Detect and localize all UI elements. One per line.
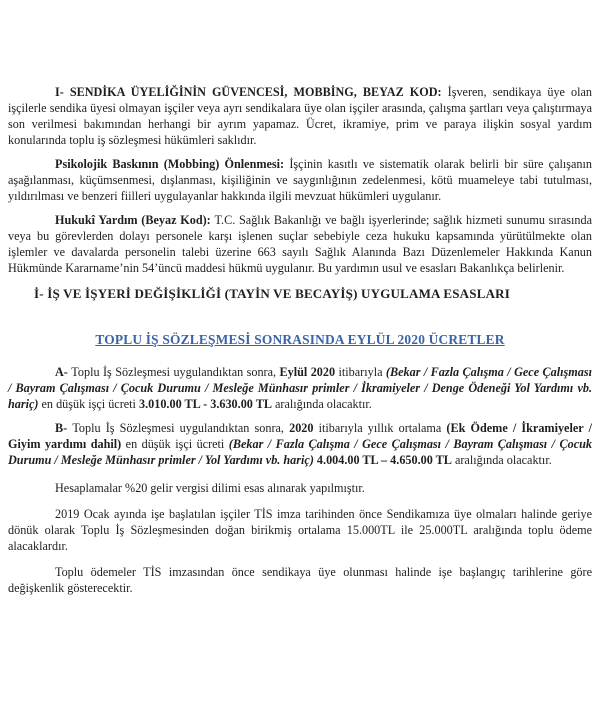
para-hesaplama-vergi-dilimi — [8, 480, 592, 496]
text-run: aralığında olacaktır. — [271, 397, 372, 411]
text-run: en düşük işçi ücreti — [121, 437, 229, 451]
para-mobbing-onlenmesi — [8, 156, 596, 204]
para-sendika-uyeligi-guvencesi — [8, 84, 596, 148]
text-run: Hukukî Yardım (Beyaz Kod): — [55, 213, 215, 227]
text-run: Toplu ödemeler TİS imzasından önce sendikaya üye olunması halinde işe başlangıç tarihlerine göre değişkenlik gösterecektir. — [8, 565, 596, 595]
text-run: 2019 Ocak ayında işe başlatılan işçiler TİS imza tarihinden önce Sendikamıza üye olmaları halinde geriye dönük olarak Toplu İş Sözleşmesinden doğan birikmiş ortalama 15.000TL ile 25.000TL aralığında toplu ödeme alacaklardır. — [8, 507, 596, 553]
text-run: İşçinin kasıtlı ve sistematik olarak belirli bir süre çalışanın aşağılanması, küçümsenmesi, dışlanması, kişiliğinin ve saygınlığının zedelenmesi, kötü muameleye tabi tutulması, yıldırılması ve benzeri fiilleri uygulayanlar hakkında ilgili mevzuat hükümleri uygulanır. — [8, 157, 596, 203]
text-run: T.C. Sağlık Bakanlığı ve bağlı işyerlerinde; sağlık hizmeti sunumu sırasında veya bu görevlerden dolayı personele karşı işlenen suçlar sebebiyle ceza hukuku kapsamında yürütülmekte olan işlemler ve davalarda personelin talebi üzerine 663 sayılı Sağlık Alanında Bazı Düzenlemeler Hakkında Kanun Hükmünde Kararname’nin 54’üncü maddesi hükmü uygulanır. Bu yardımın usul ve esasları Bakanlıkça belirlenir. — [8, 213, 596, 275]
text-run: Toplu İş Sözleşmesi uygulandıktan sonra, — [72, 421, 290, 435]
text-run: İ- İŞ VE İŞYERİ DEĞİŞİKLİĞİ (TAYİN VE BECAYİŞ) UYGULAMA ESASLARI — [34, 286, 511, 301]
text-run: 3.010.00 TL - 3.630.00 TL — [139, 397, 272, 411]
text-run: itibarıyla — [335, 365, 386, 379]
text-run: 4.004.00 TL – 4.650.00 TL — [316, 453, 452, 467]
para-a-eylul-2020-ucret — [8, 364, 596, 412]
text-run: (Ek Ödeme / İkramiyeler / Giyim yardımı dahil) — [8, 421, 596, 451]
para-hukuki-yardim-beyaz-kod — [8, 212, 596, 276]
text-run: en düşük işçi ücreti — [38, 397, 139, 411]
text-run: (Bekar / Fazla Çalışma / Gece Çalışması / Bayram Çalışması / Çocuk Durumu / Mesleğe Münhasır primler / Yol Yardımı vb. hariç) — [8, 437, 596, 467]
text-run: itibarıyla yıllık ortalama — [313, 421, 447, 435]
para-b-yillik-ortalama-ucret — [8, 420, 596, 468]
text-run: TOPLU İŞ SÖZLEŞMESİ SONRASINDA EYLÜL 2020 ÜCRETLER — [95, 332, 505, 347]
heading-eylul-2020-ucretler — [8, 332, 592, 348]
para-2019-ocak-toplu-odeme — [8, 506, 596, 554]
text-run: Psikolojik Baskının (Mobbing) Önlenmesi: — [55, 157, 290, 171]
document-content — [8, 84, 596, 596]
text-run: B- — [55, 421, 73, 435]
text-run: Toplu İş Sözleşmesi uygulandıktan sonra, — [71, 365, 280, 379]
text-run: 2020 — [289, 421, 314, 435]
para-toplu-odeme-degiskenlik — [8, 564, 596, 596]
text-run: A- — [55, 365, 72, 379]
text-run: İşveren, sendikaya üye olan işçilerle sendika üyesi olmayan işçiler veya ayrı sendikalara üye olan işçiler arasında, çalışma şartları veya çalıştırmaya son verilmesi bakımından herhangi bir ayrım yapamaz. Ücret, ikramiye, prim ve paraya ilişkin sosyal yardım konularında toplu iş sözleşmesi hükümleri saklıdır. — [8, 85, 596, 147]
text-run: Eylül 2020 — [279, 365, 336, 379]
text-run: Hesaplamalar %20 gelir vergisi dilimi esas alınarak yapılmıştır. — [55, 481, 365, 495]
heading-tayin-ve-becayis — [34, 286, 592, 302]
text-run: I- SENDİKA ÜYELİĞİNİN GÜVENCESİ, MOBBİNG, BEYAZ KOD: — [55, 85, 448, 99]
text-run: (Bekar / Fazla Çalışma / Gece Çalışması / Bayram Çalışması / Çocuk Durumu / Mesleğe Münhasır primler / İkramiyeler / Denge Ödeneği Yol Yardımı vb. hariç) — [8, 365, 596, 411]
text-run: aralığında olacaktır. — [451, 453, 552, 467]
